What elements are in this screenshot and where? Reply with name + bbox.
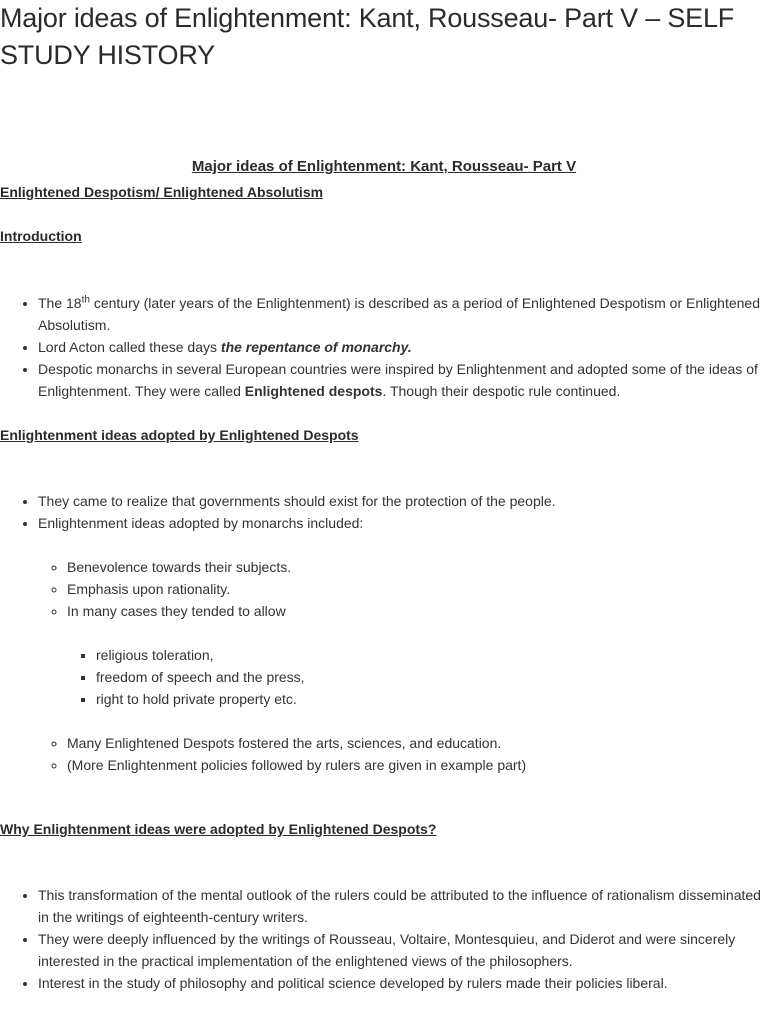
list-item-text: Enlightenment ideas adopted by monarchs included:: [38, 515, 364, 531]
list-item-text: The 18: [38, 295, 82, 311]
sub-list-item: ◦ Many Enlightened Despots fostered the arts, sciences, and education.: [67, 732, 768, 754]
article-heading: Major ideas of Enlightenment: Kant, Rousseau- Part V: [191, 158, 577, 175]
list-item: • This transformation of the mental outlook of the rulers could be attributed to the influence of rationalism disseminated in the writings of eighteenth-century writers.: [38, 884, 768, 928]
section-heading-ideas-adopted: Enlightenment ideas adopted by Enlightened Despots: [0, 427, 359, 443]
sub-sub-list-item: ▪ religious toleration,: [96, 644, 768, 666]
list-item: [38, 512, 768, 776]
list-item: [38, 358, 768, 402]
list-item: [38, 336, 768, 358]
page-title: Major ideas of Enlightenment: Kant, Rousseau- Part V – SELF STUDY HISTORY: [0, 3, 735, 70]
list-item-text: century (later years of the Enlightenment) is described as a period of Enlightened Despotism or Enlightened Absolutism.: [38, 295, 760, 333]
bold-text: Enlightened despots: [244, 383, 383, 399]
list-item-text: Despotic monarchs in several European countries were inspired by Enlightenment and adopted some of the ideas of Enlightenment. They were called: [38, 361, 758, 399]
list-item-text: Lord Acton called these days: [38, 339, 221, 355]
sub-sub-list-item: ▪ right to hold private property etc.: [96, 688, 768, 710]
ideas-list: [0, 490, 768, 798]
sub-list-item: ◦ (More Enlightenment policies followed by rulers are given in example part): [67, 754, 768, 776]
list-item-text: In many cases they tended to allow: [67, 603, 286, 619]
list-item-text: . Though their despotic rule continued.: [382, 383, 621, 399]
section-heading-enlightened-despotism: Enlightened Despotism/ Enlightened Absolutism: [0, 184, 324, 200]
section-heading-why: Why Enlightenment ideas were adopted by Enlightened Despots?: [0, 821, 437, 837]
sub-list-item: ◦ Emphasis upon rationality.: [67, 578, 768, 600]
sub-sub-list-item: ▪ freedom of speech and the press,: [96, 666, 768, 688]
section-heading-introduction: Introduction: [0, 228, 82, 244]
sub-list-item: ◦ Benevolence towards their subjects.: [67, 556, 768, 578]
list-item: • They were deeply influenced by the writings of Rousseau, Voltaire, Montesquieu, and Diderot and were sincerely interested in the practical implementation of the enlightened views of the philosophers.: [38, 928, 768, 972]
sub-list-item: [67, 600, 768, 710]
why-list: [0, 884, 768, 994]
list-item: • They came to realize that governments should exist for the protection of the people.: [38, 490, 768, 512]
superscript: th: [81, 294, 90, 306]
list-item: • Interest in the study of philosophy and political science developed by rulers made their policies liberal.: [38, 972, 768, 994]
emphasis-text: the repentance of monarchy.: [220, 339, 412, 355]
introduction-list: [0, 292, 768, 402]
list-item: [38, 292, 768, 336]
sub-sub-list: [96, 644, 768, 710]
sub-list: [67, 556, 768, 776]
